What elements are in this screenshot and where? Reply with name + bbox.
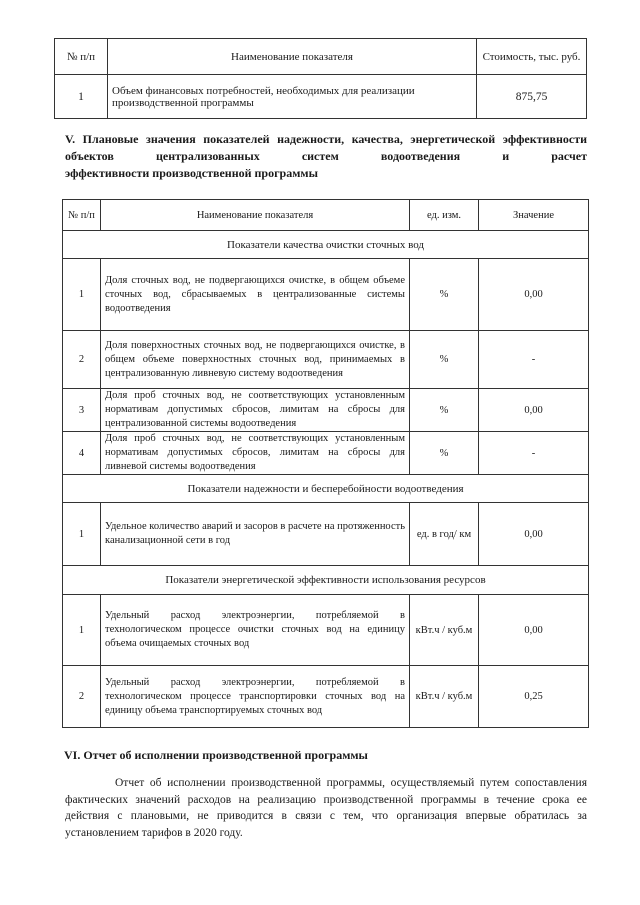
group-title: Показатели энергетической эффективности использования ресурсов <box>63 566 589 595</box>
section-5-title-line1: V. Плановые значения показателей надежности, качества, энергетической эффективности объектов централизованных систем водоотведения и расчет <box>65 132 587 163</box>
row-num: 1 <box>63 595 101 666</box>
row-num: 3 <box>63 389 101 432</box>
section-6-heading: VI. Отчет об исполнении производственной программы <box>64 748 368 762</box>
col-header-num: № п/п <box>63 200 101 231</box>
row-value: - <box>479 331 589 389</box>
col-header-cost: Стоимость, тыс. руб. <box>477 39 587 75</box>
row-unit: % <box>410 432 479 475</box>
row-num: 1 <box>63 259 101 331</box>
financial-needs-table <box>54 38 587 119</box>
row-value: 0,00 <box>479 259 589 331</box>
row-unit: ед. в год/ км <box>410 503 479 566</box>
row-unit: % <box>410 389 479 432</box>
table-header-row <box>55 39 587 75</box>
row-name: Доля проб сточных вод, не соответствующих установленным нормативам допустимых сбросов, лимитам на сбросы для централизованной системы водоотведения <box>101 389 410 432</box>
row-cost: 875,75 <box>477 75 587 119</box>
table-row <box>63 389 589 432</box>
row-value: 0,00 <box>479 503 589 566</box>
table-row <box>63 503 589 566</box>
table-row <box>63 666 589 728</box>
table-row <box>63 259 589 331</box>
col-header-name: Наименование показателя <box>108 39 477 75</box>
col-header-unit: ед. изм. <box>410 200 479 231</box>
row-name: Удельное количество аварий и засоров в расчете на протяженность канализационной сети в год <box>101 503 410 566</box>
row-unit: % <box>410 331 479 389</box>
col-header-num: № п/п <box>55 39 108 75</box>
row-num: 1 <box>63 503 101 566</box>
row-name: Удельный расход электроэнергии, потребляемой в технологическом процессе транспортировки сточных вод на единицу объема транспортируемых сточных вод <box>101 666 410 728</box>
row-num: 2 <box>63 331 101 389</box>
group-header-row <box>63 475 589 503</box>
section-6-paragraph: Отчет об исполнении производственной программы, осуществляемый путем сопоставления фактических значений расходов на реализацию производственной программы в течение срока ее действия с плановыми, не приводится в связи с тем, что организация впервые обратилась за установлением тарифов в 2020 году. <box>65 777 587 839</box>
table-row <box>55 75 587 119</box>
row-name: Объем финансовых потребностей, необходимых для реализации производственной программы <box>108 75 477 119</box>
group-title: Показатели надежности и бесперебойности водоотведения <box>63 475 589 503</box>
group-header-row <box>63 566 589 595</box>
table-row <box>63 432 589 475</box>
row-value: - <box>479 432 589 475</box>
group-header-row <box>63 231 589 259</box>
row-unit: кВт.ч / куб.м <box>410 595 479 666</box>
row-name: Доля проб сточных вод, не соответствующих установленным нормативам допустимых сбросов, лимитам на сбросы для ливневой системы водоотведения <box>101 432 410 475</box>
row-unit: кВт.ч / куб.м <box>410 666 479 728</box>
group-title: Показатели качества очистки сточных вод <box>63 231 589 259</box>
row-num: 4 <box>63 432 101 475</box>
table-header-row <box>63 200 589 231</box>
row-name: Доля сточных вод, не подвергающихся очистке, в общем объеме сточных вод, сбрасываемых в централизованные системы водоотведения <box>101 259 410 331</box>
row-num: 2 <box>63 666 101 728</box>
section-5-heading <box>65 131 587 182</box>
row-num: 1 <box>55 75 108 119</box>
row-value: 0,25 <box>479 666 589 728</box>
row-name: Удельный расход электроэнергии, потребляемой в технологическом процессе очистки сточных вод на единицу объема очищаемых сточных вод <box>101 595 410 666</box>
section-5-title-line2: эффективности производственной программы <box>65 166 318 180</box>
row-value: 0,00 <box>479 595 589 666</box>
table-row <box>63 595 589 666</box>
col-header-value: Значение <box>479 200 589 231</box>
col-header-name: Наименование показателя <box>101 200 410 231</box>
row-value: 0,00 <box>479 389 589 432</box>
row-unit: % <box>410 259 479 331</box>
row-name: Доля поверхностных сточных вод, не подвергающихся очистке, в общем объеме поверхностных сточных вод, принимаемых в централизованную ливневую систему водоотведения <box>101 331 410 389</box>
indicators-table <box>62 199 589 728</box>
table-row <box>63 331 589 389</box>
